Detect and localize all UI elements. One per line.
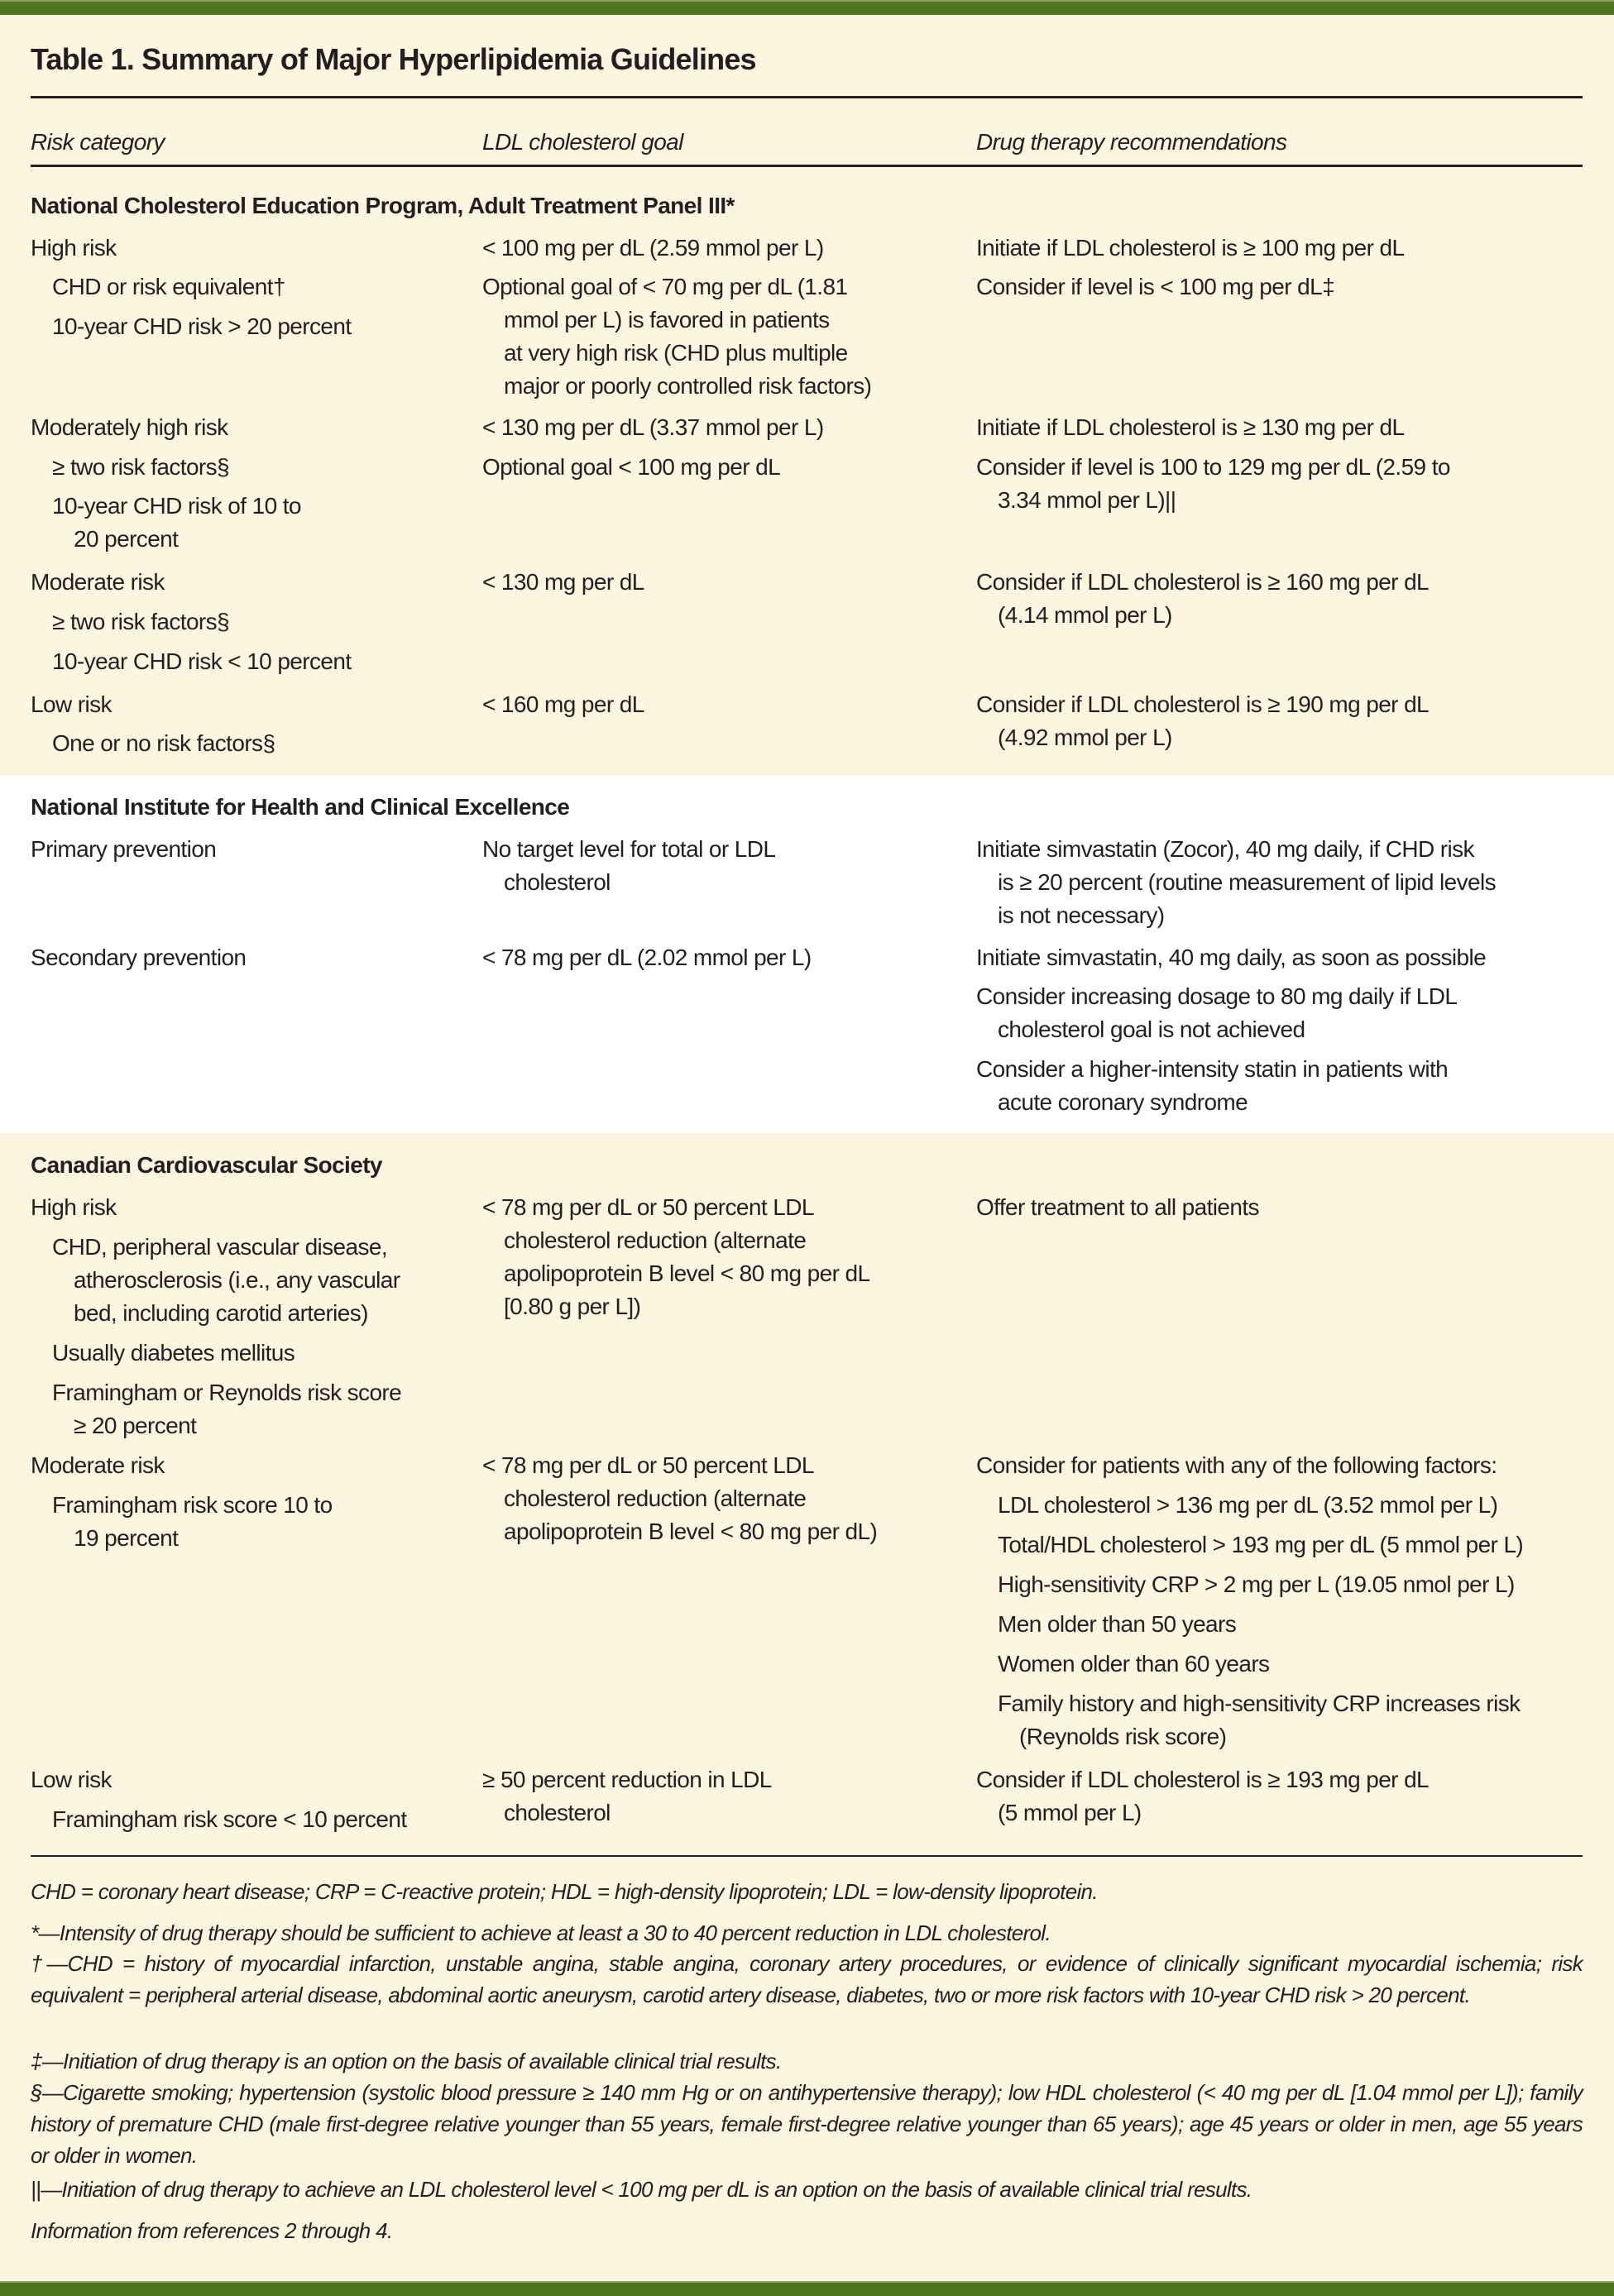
- risk-category: Primary prevention: [31, 836, 217, 862]
- source-note: Information from references 2 through 4.: [31, 2218, 393, 2243]
- ldl-goal-optional: Optional goal of < 70 mg per dL (1.81: [482, 274, 848, 299]
- footnote-abbreviations: CHD = coronary heart disease; CRP = C-reactive protein; HDL = high-density lipoprotein; LDL = low-density lipoprotein.: [31, 1879, 1098, 1904]
- drug-recommendation: (4.92 mmol per L): [998, 725, 1172, 750]
- footnote-double-dagger: ‡—Initiation of drug therapy is an option on the basis of available clinical trial results.: [31, 2049, 782, 2074]
- drug-recommendation: (5 mmol per L): [998, 1800, 1142, 1825]
- risk-criterion: CHD or risk equivalent†: [52, 274, 285, 299]
- risk-category: Low risk: [31, 691, 112, 717]
- drug-factor: Men older than 50 years: [998, 1611, 1237, 1637]
- risk-criterion: One or no risk factors§: [52, 730, 275, 756]
- ldl-goal: cholesterol: [504, 1800, 611, 1825]
- risk-criterion: ≥ two risk factors§: [52, 454, 230, 480]
- drug-recommendation: is ≥ 20 percent (routine measurement of lipid levels: [998, 869, 1497, 895]
- title-rule: [31, 96, 1583, 98]
- drug-recommendation: (4.14 mmol per L): [998, 602, 1172, 628]
- drug-recommendation: Consider if LDL cholesterol is ≥ 190 mg per dL: [976, 691, 1430, 717]
- drug-factor: Family history and high-sensitivity CRP increases risk: [998, 1691, 1521, 1716]
- drug-recommendation: is not necessary): [998, 902, 1165, 928]
- ldl-goal: [0.80 g per L]): [504, 1294, 641, 1319]
- drug-recommendation: Consider if level is < 100 mg per dL‡: [976, 274, 1335, 299]
- risk-criterion: 19 percent: [74, 1525, 179, 1551]
- section-heading-ccs: Canadian Cardiovascular Society: [31, 1152, 382, 1178]
- risk-criterion: 20 percent: [74, 526, 179, 552]
- risk-criterion: Framingham risk score 10 to: [52, 1492, 333, 1518]
- risk-criterion: 10-year CHD risk > 20 percent: [52, 313, 352, 339]
- risk-criterion: ≥ two risk factors§: [52, 609, 230, 634]
- drug-factor: Women older than 60 years: [998, 1651, 1270, 1677]
- ldl-goal-optional: mmol per L) is favored in patients: [504, 307, 830, 332]
- ldl-goal: apolipoprotein B level < 80 mg per dL): [504, 1519, 878, 1544]
- risk-criterion: Framingham or Reynolds risk score: [52, 1380, 402, 1405]
- risk-criterion: atherosclerosis (i.e., any vascular: [74, 1267, 400, 1293]
- footnote-parallel: ||—Initiation of drug therapy to achieve an LDL cholesterol level < 100 mg per dL is an option on the basis of available clinical trial results.: [31, 2177, 1252, 2202]
- drug-factor: LDL cholesterol > 136 mg per dL (3.52 mmol per L): [998, 1492, 1498, 1518]
- column-header-risk: Risk category: [31, 129, 165, 155]
- drug-factor: High-sensitivity CRP > 2 mg per L (19.05 nmol per L): [998, 1571, 1515, 1597]
- section-heading-nice: National Institute for Health and Clinical Excellence: [31, 794, 570, 820]
- risk-category: Moderate risk: [31, 1452, 165, 1478]
- drug-recommendation: Consider if LDL cholesterol is ≥ 160 mg per dL: [976, 569, 1430, 595]
- risk-criterion: CHD, peripheral vascular disease,: [52, 1234, 388, 1260]
- ldl-goal: No target level for total or LDL: [482, 836, 776, 862]
- ldl-goal-optional: at very high risk (CHD plus multiple: [504, 340, 848, 366]
- risk-criterion: 10-year CHD risk of 10 to: [52, 493, 301, 519]
- header-rule: [31, 165, 1583, 167]
- ldl-goal: apolipoprotein B level < 80 mg per dL: [504, 1260, 870, 1286]
- drug-recommendation: acute coronary syndrome: [998, 1089, 1248, 1115]
- footnote-dagger: †—CHD = history of myocardial infarction, unstable angina, stable angina, coronary artery procedures, or evidence of clinically significant myocardial ischemia; risk equivalent = peripheral arterial disease, abdominal aortic aneurysm, carotid artery disease, diabetes, two or more risk factors with 10-year CHD risk > 20 percent.: [31, 1951, 1583, 2007]
- column-header-ldl-goal: LDL cholesterol goal: [482, 129, 683, 155]
- risk-criterion: ≥ 20 percent: [74, 1413, 197, 1438]
- risk-category: Moderate risk: [31, 569, 165, 595]
- drug-recommendation: Initiate simvastatin (Zocor), 40 mg daily, if CHD risk: [976, 836, 1474, 862]
- ldl-goal: < 78 mg per dL or 50 percent LDL: [482, 1194, 814, 1220]
- drug-recommendation: cholesterol goal is not achieved: [998, 1016, 1305, 1042]
- drug-factor: Total/HDL cholesterol > 193 mg per dL (5 mmol per L): [998, 1532, 1524, 1557]
- risk-criterion: Framingham risk score < 10 percent: [52, 1806, 407, 1832]
- footer-rule: [31, 1855, 1583, 1857]
- drug-recommendation: Consider a higher-intensity statin in patients with: [976, 1056, 1449, 1082]
- ldl-goal: cholesterol: [504, 869, 611, 895]
- ldl-goal: < 100 mg per dL (2.59 mmol per L): [482, 235, 824, 261]
- footnote-section: §—Cigarette smoking; hypertension (systolic blood pressure ≥ 140 mm Hg or on antihypertensive therapy); low HDL cholesterol (< 40 mg per dL [1.04 mmol per L]); family history of premature CHD (male first-degree relative younger than 55 years, female first-degree relative younger than 65 years); age 45 years or older in men, age 55 years or older in women.: [31, 2080, 1583, 2168]
- ldl-goal-optional: Optional goal < 100 mg per dL: [482, 454, 781, 480]
- ldl-goal: ≥ 50 percent reduction in LDL: [482, 1767, 772, 1792]
- ldl-goal: < 130 mg per dL (3.37 mmol per L): [482, 414, 824, 440]
- risk-category: Moderately high risk: [31, 414, 228, 440]
- drug-recommendation: Consider for patients with any of the following factors:: [976, 1452, 1497, 1478]
- risk-criterion: bed, including carotid arteries): [74, 1300, 368, 1326]
- ldl-goal: < 78 mg per dL (2.02 mmol per L): [482, 945, 812, 970]
- drug-factor: (Reynolds risk score): [1019, 1724, 1227, 1749]
- risk-criterion: Usually diabetes mellitus: [52, 1340, 295, 1366]
- risk-criterion: 10-year CHD risk < 10 percent: [52, 648, 352, 674]
- bottom-accent-bar: [0, 2281, 1614, 2296]
- table-title: Table 1. Summary of Major Hyperlipidemia Guidelines: [31, 42, 756, 76]
- ldl-goal: < 160 mg per dL: [482, 691, 644, 717]
- drug-recommendation: Initiate if LDL cholesterol is ≥ 130 mg per dL: [976, 414, 1405, 440]
- drug-recommendation: Offer treatment to all patients: [976, 1194, 1259, 1220]
- drug-recommendation: Consider if LDL cholesterol is ≥ 193 mg per dL: [976, 1767, 1430, 1792]
- ldl-goal: < 78 mg per dL or 50 percent LDL: [482, 1452, 814, 1478]
- drug-recommendation: Consider if level is 100 to 129 mg per dL (2.59 to: [976, 454, 1450, 480]
- top-accent-bar: [0, 0, 1614, 15]
- drug-recommendation: 3.34 mmol per L)||: [998, 487, 1176, 513]
- risk-category: Secondary prevention: [31, 945, 247, 970]
- drug-recommendation: Consider increasing dosage to 80 mg daily if LDL: [976, 983, 1458, 1009]
- ldl-goal: cholesterol reduction (alternate: [504, 1227, 807, 1253]
- ldl-goal: cholesterol reduction (alternate: [504, 1485, 807, 1511]
- footnote-asterisk: *—Intensity of drug therapy should be sufficient to achieve at least a 30 to 40 percent reduction in LDL cholesterol.: [31, 1921, 1051, 1945]
- drug-recommendation: Initiate if LDL cholesterol is ≥ 100 mg per dL: [976, 235, 1405, 261]
- risk-category: High risk: [31, 235, 117, 261]
- column-header-drug-therapy: Drug therapy recommendations: [976, 129, 1287, 155]
- ldl-goal: < 130 mg per dL: [482, 569, 644, 595]
- drug-recommendation: Initiate simvastatin, 40 mg daily, as soon as possible: [976, 945, 1487, 970]
- ldl-goal-optional: major or poorly controlled risk factors): [504, 373, 872, 399]
- section-heading-ncep: National Cholesterol Education Program, Adult Treatment Panel III*: [31, 193, 735, 218]
- risk-category: High risk: [31, 1194, 117, 1220]
- risk-category: Low risk: [31, 1767, 112, 1792]
